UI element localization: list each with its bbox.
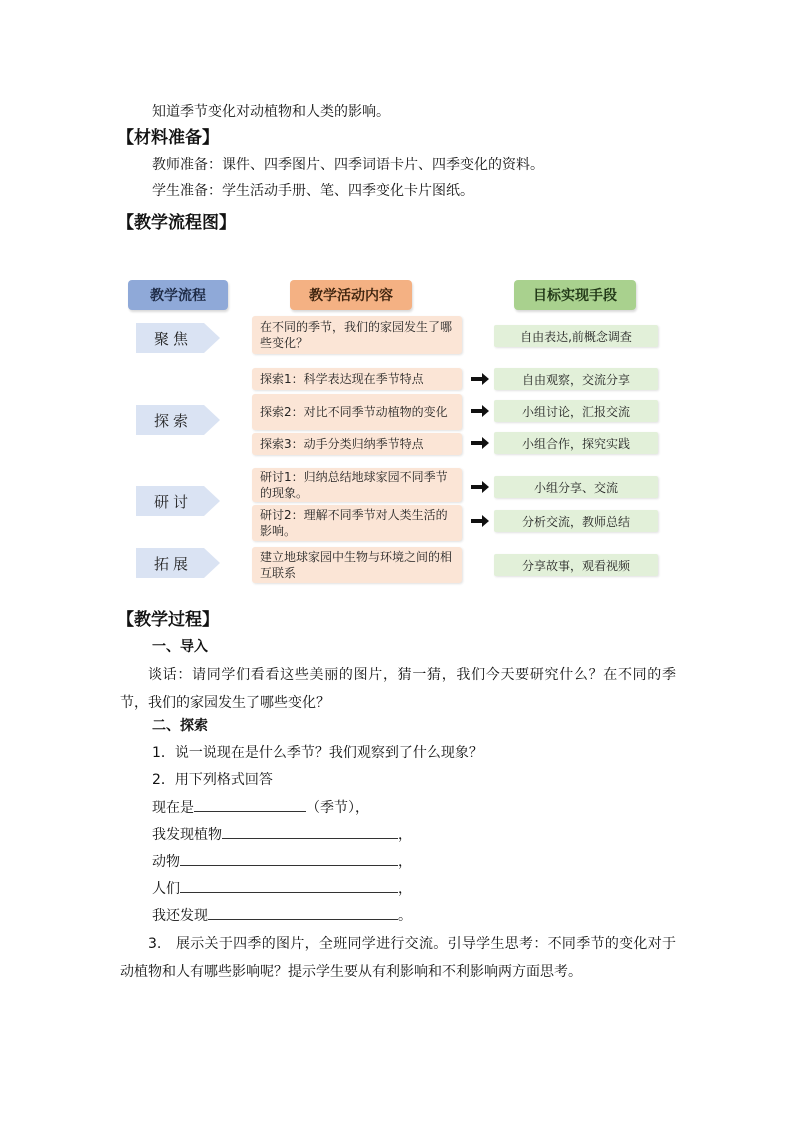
- stage-discuss-label: 研讨: [153, 492, 192, 511]
- fill-label: 动物: [152, 854, 180, 870]
- blank-field: [222, 824, 398, 839]
- activity-explore-2: 探索2：对比不同季节动植物的变化: [252, 394, 462, 430]
- stage-extend-label: 拓展: [153, 554, 192, 573]
- fill-label: 我还发现: [152, 908, 208, 924]
- student-materials: 学生准备：学生活动手册、笔、四季变化卡片图纸。: [152, 183, 474, 199]
- intro-line: 知道季节变化对动植物和人类的影响。: [152, 104, 390, 120]
- goal-explore-3: 小组合作，探究实践: [494, 432, 658, 454]
- goal-extend: 分享故事，观看视频: [494, 554, 658, 576]
- fill-label: ，: [398, 854, 412, 870]
- activity-extend: 建立地球家园中生物与环境之间的相互联系: [252, 547, 462, 583]
- blank-field: [208, 905, 398, 920]
- header-goal: 目标实现手段: [514, 280, 636, 310]
- arrow-icon: [471, 481, 489, 493]
- fill-line-people: [152, 878, 412, 899]
- stage-focus: [136, 323, 222, 353]
- header-activity: 教学活动内容: [290, 280, 412, 310]
- process-heading: 【教学过程】: [117, 610, 219, 630]
- fill-label: 我发现植物: [152, 827, 222, 843]
- goal-discuss-2: 分析交流，教师总结: [494, 510, 658, 532]
- goal-focus: 自由表达,前概念调查: [494, 325, 658, 347]
- section-intro-title: 一、导入: [152, 639, 208, 655]
- activity-discuss-2: 研讨2：理解不同季节对人类生活的影响。: [252, 505, 462, 541]
- stage-focus-label: 聚焦: [153, 329, 192, 348]
- arrow-icon: [471, 405, 489, 417]
- explore-item-1: 1．说一说现在是什么季节？我们观察到了什么现象？: [152, 745, 483, 761]
- fill-line-animals: [152, 851, 412, 872]
- materials-heading: 【材料准备】: [117, 128, 219, 148]
- arrow-icon: [471, 373, 489, 385]
- activity-discuss-1: 研讨1：归纳总结地球家园不同季节的现象。: [252, 468, 462, 502]
- stage-discuss: [136, 486, 222, 516]
- header-stage: 教学流程: [128, 280, 228, 310]
- blank-field: [180, 878, 398, 893]
- fill-line-season: [152, 797, 369, 818]
- activity-focus: 在不同的季节，我们的家园发生了哪些变化？: [252, 316, 462, 354]
- activity-explore-3: 探索3：动手分类归纳季节特点: [252, 433, 462, 455]
- section-explore-title: 二、探索: [152, 718, 208, 734]
- goal-explore-1: 自由观察，交流分享: [494, 368, 658, 390]
- arrow-icon: [471, 515, 489, 527]
- flow-heading: 【教学流程图】: [117, 213, 236, 233]
- section-intro-text: 谈话：请同学们看看这些美丽的图片，猜一猜，我们今天要研究什么？在不同的季节，我们的家园发生了哪些变化？: [120, 667, 676, 711]
- blank-field: [180, 851, 398, 866]
- stage-extend: [136, 548, 222, 578]
- activity-explore-1: 探索1：科学表达现在季节特点: [252, 368, 462, 390]
- blank-field: [194, 797, 306, 812]
- explore-item-3: 3. 展示关于四季的图片，全班同学进行交流。引导学生思考：不同季节的变化对于动植物和人有哪些影响呢？提示学生要从有利影响和不利影响两方面思考。: [120, 936, 676, 980]
- goal-discuss-1: 小组分享、交流: [494, 476, 658, 498]
- stage-explore-label: 探索: [153, 411, 192, 430]
- arrow-icon: [471, 437, 489, 449]
- stage-explore: [136, 405, 222, 435]
- fill-label: ，: [398, 827, 412, 843]
- fill-label: 现在是: [152, 800, 194, 816]
- fill-label: （季节），: [306, 800, 369, 816]
- fill-line-other: [152, 905, 412, 926]
- teacher-materials: 教师准备：课件、四季图片、四季词语卡片、四季变化的资料。: [152, 157, 544, 173]
- fill-line-plants: [152, 824, 412, 845]
- fill-label: 人们: [152, 881, 180, 897]
- explore-item-2: 2．用下列格式回答: [152, 772, 273, 788]
- fill-label: 。: [398, 908, 412, 924]
- goal-explore-2: 小组讨论，汇报交流: [494, 400, 658, 422]
- fill-label: ，: [398, 881, 412, 897]
